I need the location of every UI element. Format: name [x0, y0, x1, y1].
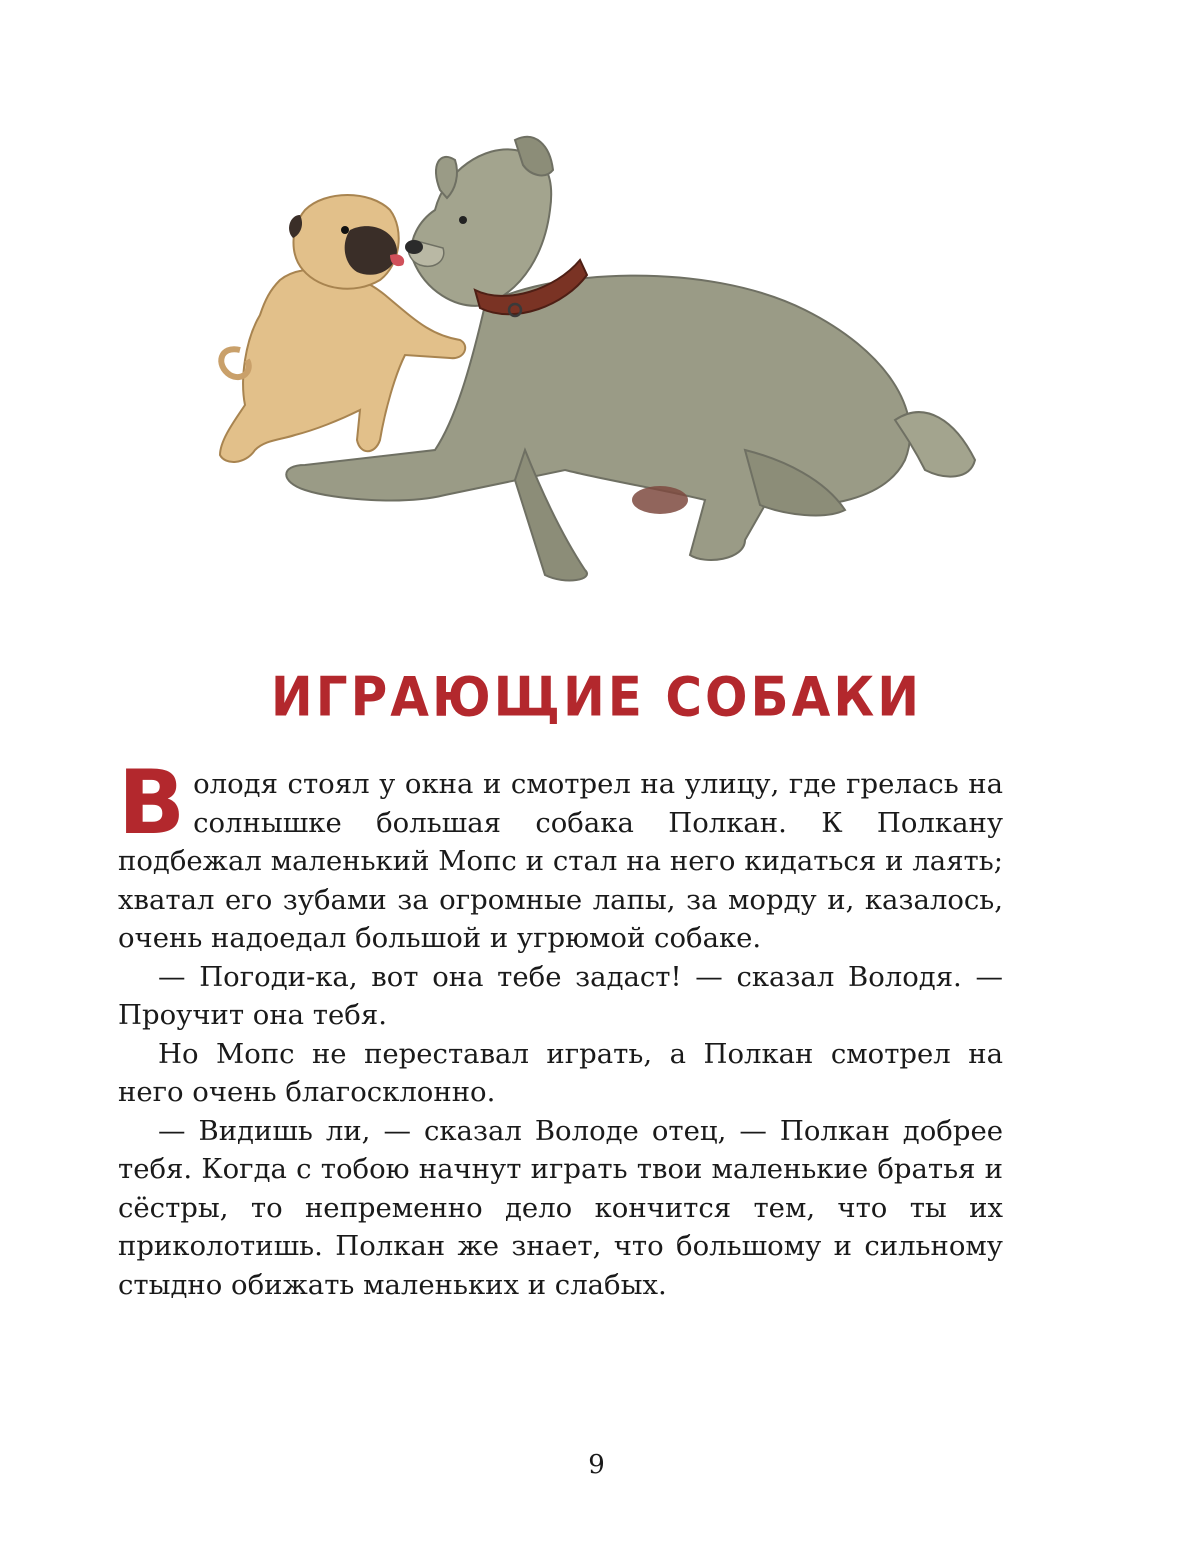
dogs-illustration	[185, 120, 985, 590]
page-number: 9	[588, 1450, 605, 1480]
paragraph-4: — Видишь ли, — сказал Володе отец, — Полкан добрее тебя. Когда с тобою начнут играть твои маленькие братья и сёстры, то непременно дело кончится тем, что ты их приколотишь. Полкан же знает, что большому и сильному стыдно обижать маленьких и слабых.	[118, 1114, 1003, 1301]
story-title: ИГРАЮЩИЕ СОБАКИ	[270, 665, 923, 729]
paragraph-2: — Погоди-ка, вот она тебе задаст! — сказал Володя. — Проучит она тебя.	[118, 960, 1003, 1031]
paragraph-3: Но Мопс не переставал играть, а Полкан смотрел на него очень благосклонно.	[118, 1037, 1003, 1108]
paragraph-1	[118, 751, 1003, 958]
drop-cap: В	[118, 751, 186, 854]
paragraph-1-text: олодя стоял у окна и смотрел на улицу, где грелась на солнышке большая собака Полкан. К Полкану подбежал маленький Мопс и стал на него кидаться и лаять; хватал его зубами за огромные лапы, за морду и, казалось, очень надоедал большой и угрюмой собаке.	[118, 768, 1003, 954]
story-text	[118, 751, 1003, 1304]
